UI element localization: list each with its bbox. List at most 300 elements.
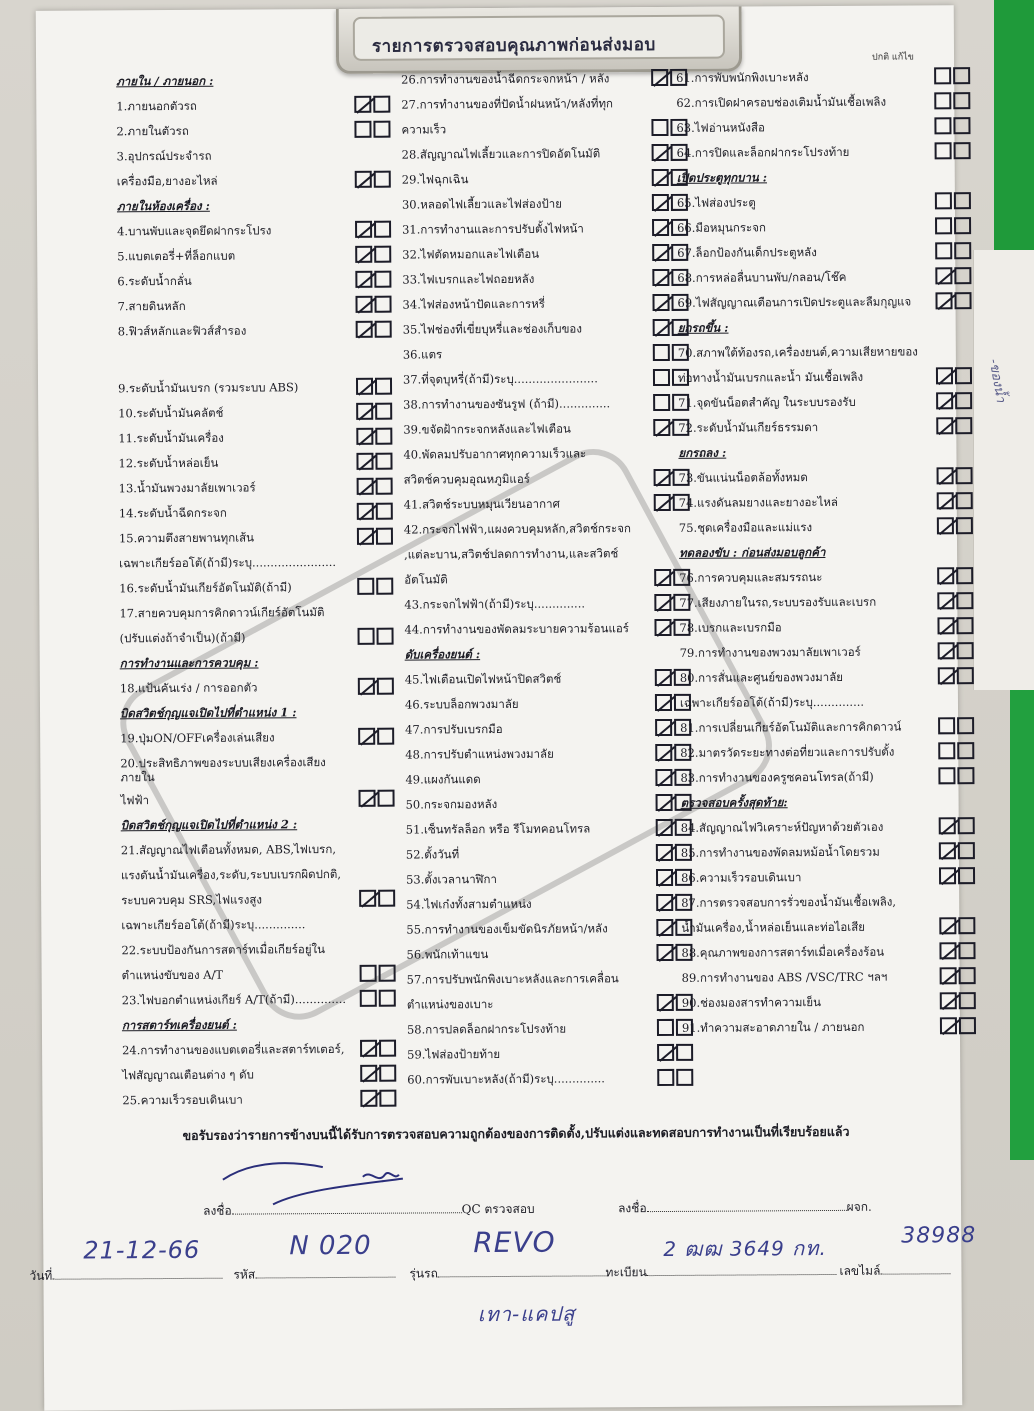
checklist-item-label: อัตโนมัติ bbox=[404, 572, 448, 587]
checklist-item-label: 25.ความเร็วรอบเดินเบา bbox=[122, 1092, 243, 1108]
normal-checkbox[interactable] bbox=[355, 296, 372, 313]
checklist-item bbox=[679, 569, 975, 587]
section-heading-text: บิดสวิตช์กุญแจเปิดไปที่ตำแหน่ง 2 : bbox=[120, 817, 298, 833]
normal-checkbox[interactable] bbox=[934, 92, 951, 109]
checklist-item bbox=[403, 371, 691, 389]
checklist-item bbox=[118, 323, 394, 341]
normal-checkbox[interactable] bbox=[656, 869, 673, 886]
section-heading-text: ภายใน / ภายนอก : bbox=[116, 73, 214, 89]
fix-checkbox[interactable] bbox=[959, 967, 976, 984]
fix-checkbox[interactable] bbox=[373, 121, 390, 138]
checklist-item bbox=[118, 430, 394, 448]
checkbox-pair bbox=[355, 246, 391, 263]
checklist-item-label: 16.ระดับน้ำมันเกียร์อัตโนมัติ(ถ้ามี) bbox=[119, 580, 292, 596]
checkbox-pair bbox=[938, 742, 974, 759]
normal-checkbox[interactable] bbox=[940, 1017, 957, 1034]
normal-checkbox[interactable] bbox=[360, 990, 377, 1007]
normal-checkbox[interactable] bbox=[938, 742, 955, 759]
checklist-item bbox=[403, 421, 691, 439]
mileage-field: เลขไมล์ bbox=[839, 1261, 950, 1281]
checkbox-pair bbox=[937, 567, 973, 584]
fix-checkbox[interactable] bbox=[957, 642, 974, 659]
normal-checkbox[interactable] bbox=[356, 428, 373, 445]
fix-checkbox[interactable] bbox=[373, 96, 390, 113]
fix-checkbox[interactable] bbox=[956, 617, 973, 634]
normal-checkbox[interactable] bbox=[656, 944, 673, 961]
checklist-item-label: เฉพาะเกียร์ออโต้(ถ้ามี)ระบุ.............. bbox=[121, 917, 306, 933]
checkbox-pair bbox=[355, 171, 391, 188]
plate-field: ทะเบียน bbox=[605, 1262, 836, 1282]
checklist-item bbox=[681, 944, 977, 962]
checklist-item-label: 18.แป้นคันเร่ง / การออกตัว bbox=[119, 680, 258, 696]
normal-checkbox[interactable] bbox=[935, 242, 952, 259]
checklist-item-label: 29.ไฟฉุกเฉิน bbox=[401, 172, 469, 187]
normal-checkbox[interactable] bbox=[657, 1069, 674, 1086]
fix-checkbox[interactable] bbox=[956, 567, 973, 584]
checkbox-pair bbox=[937, 592, 973, 609]
checklist-item-label: 28.สัญญาณไฟเลี้ยวและการปิดอัตโนมัติ bbox=[401, 146, 601, 162]
normal-checkbox[interactable] bbox=[356, 403, 373, 420]
fix-checkbox[interactable] bbox=[958, 867, 975, 884]
normal-checkbox[interactable] bbox=[934, 67, 951, 84]
checkbox-pair bbox=[360, 1065, 396, 1082]
fix-checkbox[interactable] bbox=[374, 246, 391, 263]
checklist-item-label: 44.การทำงานของพัดลมระบายความร้อนแอร์ bbox=[404, 621, 629, 637]
checklist-item bbox=[122, 1042, 398, 1060]
normal-checkbox[interactable] bbox=[939, 867, 956, 884]
normal-checkbox[interactable] bbox=[653, 394, 670, 411]
checklist-item bbox=[682, 1019, 978, 1037]
normal-checkbox[interactable] bbox=[935, 217, 952, 234]
checklist-item-label: 85.การทำงานของพัดลมหม้อน้ำโดยรวม bbox=[680, 844, 880, 860]
section-heading-text: การสตาร์ทเครื่องยนต์ : bbox=[121, 1017, 237, 1033]
checklist-item-label: ,แต่ละบาน,สวิตช์ปลดการทำงาน,และสวิตช์ bbox=[404, 546, 619, 562]
checklist-item-label: 34.ไฟส่องหน้าปัดและการหรี่ bbox=[402, 296, 545, 312]
side-handwritten-note: -ของน้ำ bbox=[986, 357, 1009, 404]
checklist-item bbox=[677, 244, 973, 262]
normal-checkbox[interactable] bbox=[940, 992, 957, 1009]
checklist-item-label: เฉพาะเกียร์ออโต้(ถ้ามี)ระบุ....................... bbox=[119, 554, 337, 571]
fix-checkbox[interactable] bbox=[953, 67, 970, 84]
mileage-value: 38988 bbox=[901, 1223, 977, 1249]
normal-checkbox[interactable] bbox=[357, 503, 374, 520]
section-heading-text: ยกรถขึ้น : bbox=[677, 320, 729, 335]
checklist-item-label: 74.แรงดันลมยางและยางอะไหล่ bbox=[678, 494, 838, 510]
checklist-item-label: 86.ความเร็วรอบเดินเบา bbox=[680, 870, 802, 885]
fix-checkbox[interactable] bbox=[379, 990, 396, 1007]
fix-checkbox[interactable] bbox=[959, 992, 976, 1009]
checkbox-pair bbox=[937, 617, 973, 634]
normal-checkbox[interactable] bbox=[939, 842, 956, 859]
checklist-item-label: 32.ไฟตัดหมอกและไฟเตือน bbox=[402, 246, 540, 262]
fix-checkbox[interactable] bbox=[956, 467, 973, 484]
checklist-item bbox=[679, 469, 975, 487]
section-heading-text: ทดลองขับ : ก่อนส่งมอบลูกค้า bbox=[679, 545, 826, 560]
checklist-item-label: 10.ระดับน้ำมันคลัตช์ bbox=[118, 405, 224, 421]
fix-checkbox[interactable] bbox=[954, 217, 971, 234]
checklist-item bbox=[407, 1071, 695, 1089]
normal-checkbox[interactable] bbox=[354, 96, 371, 113]
fix-checkbox[interactable] bbox=[375, 428, 392, 445]
model-field: รุ่นรถ bbox=[409, 1263, 607, 1283]
fix-checkbox[interactable] bbox=[958, 942, 975, 959]
checklist-item-label: ไฟสัญญาณเตือนต่าง ๆ ดับ bbox=[122, 1067, 254, 1083]
checklist-item-label: 54.ไฟเก๋งทั้งสามตำแหน่ง bbox=[406, 896, 532, 912]
checklist-item bbox=[119, 505, 395, 523]
normal-checkbox[interactable] bbox=[653, 419, 670, 436]
checkbox-pair bbox=[355, 271, 391, 288]
checklist-item-label: 76.การควบคุมและสมรรถนะ bbox=[679, 570, 823, 585]
checklist-item-label: 6.ระดับน้ำกลั่น bbox=[117, 273, 192, 289]
normal-checkbox[interactable] bbox=[653, 344, 670, 361]
checklist-item-label: 90.ช่องมองสารทำความเย็น bbox=[681, 995, 821, 1010]
normal-checkbox[interactable] bbox=[939, 917, 956, 934]
fix-checkbox[interactable] bbox=[954, 192, 971, 209]
green-folder-edge-lower bbox=[1010, 680, 1034, 1160]
fix-checkbox[interactable] bbox=[957, 742, 974, 759]
normal-checkbox[interactable] bbox=[654, 494, 671, 511]
checklist-item-label: 39.ขจัดฝ้ากระจกหลังและไฟเตือน bbox=[403, 421, 571, 437]
fix-checkbox[interactable] bbox=[953, 117, 970, 134]
fix-checkbox[interactable] bbox=[955, 392, 972, 409]
checklist-item bbox=[678, 419, 974, 437]
fix-checkbox[interactable] bbox=[954, 142, 971, 159]
fix-checkbox[interactable] bbox=[954, 267, 971, 284]
section-heading-text: บิดสวิตช์กุญแจเปิดไปที่ตำแหน่ง 1 : bbox=[119, 705, 297, 721]
checkbox-pair bbox=[935, 192, 971, 209]
checkbox-pair bbox=[938, 767, 974, 784]
checklist-item-label: 66.มือหมุนกระจก bbox=[677, 220, 766, 235]
fix-checkbox[interactable] bbox=[955, 367, 972, 384]
checklist-item bbox=[676, 119, 972, 137]
checklist-item-label: เครื่องมือ,ยางอะไหล่ bbox=[116, 173, 218, 189]
checklist-item-label: 38.การทำงานของซันรูฟ (ถ้ามี).............. bbox=[403, 396, 611, 412]
normal-checkbox[interactable] bbox=[935, 192, 952, 209]
checklist-item bbox=[122, 1067, 398, 1085]
checklist-item-label: 67.ล็อกป้องกันเด็กประตูหลัง bbox=[677, 245, 817, 260]
checkbox-pair bbox=[356, 378, 392, 395]
checklist-item bbox=[402, 296, 690, 314]
checklist-item-label: 69.ไฟสัญญาณเตือนการเปิดประตูและลืมกุญแจ bbox=[677, 294, 912, 310]
checklist-item-label: 79.การทำงานของพวงมาลัยเพาเวอร์ bbox=[679, 644, 861, 660]
fix-checkbox[interactable] bbox=[958, 842, 975, 859]
checklist-item-label: 65.ไฟส่องประตู bbox=[676, 195, 756, 210]
normal-checkbox[interactable] bbox=[653, 319, 670, 336]
fix-checkbox[interactable] bbox=[375, 403, 392, 420]
checklist-item-label: ระบบควบคุม SRS,ไฟแรงสูง bbox=[121, 892, 262, 908]
normal-checkbox[interactable] bbox=[652, 169, 669, 186]
checklist-item bbox=[403, 346, 691, 364]
checklist-item-label: 7.สายดินหลัก bbox=[117, 298, 186, 314]
checklist-item-label: 21.สัญญาณไฟเตือนทั้งหมด, ABS,ไฟเบรก, bbox=[120, 841, 336, 858]
checklist-item bbox=[116, 123, 392, 141]
checklist-item-label: 58.การปลดล็อกฝากระโปรงท้าย bbox=[406, 1021, 567, 1037]
checklist-item bbox=[117, 148, 393, 166]
checklist-item-label: 88.คุณภาพของการสตาร์ทเมื่อเครื่องร้อน bbox=[681, 944, 885, 960]
normal-checkbox[interactable] bbox=[652, 294, 669, 311]
checklist-item-label: 3.อุปกรณ์ประจำรถ bbox=[116, 148, 212, 164]
checklist-item-label: ตำแหน่งขับของ A/T bbox=[121, 967, 224, 983]
checklist-item bbox=[401, 121, 689, 139]
checklist-item-label: 27.การทำงานของที่ปัดน้ำฝนหน้า/หลังที่ทุก bbox=[401, 96, 614, 112]
checklist-item-label: ท่อทางน้ำมันเบรกและน้ำ มันเชื้อเพลิง bbox=[677, 369, 864, 385]
fix-checkbox[interactable] bbox=[957, 767, 974, 784]
fix-checkbox[interactable] bbox=[374, 171, 391, 188]
fix-checkbox[interactable] bbox=[957, 717, 974, 734]
normal-checkbox[interactable] bbox=[939, 817, 956, 834]
normal-checkbox[interactable] bbox=[937, 492, 954, 509]
normal-checkbox[interactable] bbox=[656, 894, 673, 911]
normal-checkbox[interactable] bbox=[937, 617, 954, 634]
checkbox-pair bbox=[938, 642, 974, 659]
checklist-item-label: 42.กระจกไฟฟ้า,แผงควบคุมหลัก,สวิตช์กระจก bbox=[403, 521, 631, 537]
code-field: รหัส bbox=[233, 1265, 395, 1285]
checklist-item-label: 80.การสั่นและศูนย์ของพวงมาลัย bbox=[679, 669, 844, 685]
checklist-item-label: 31.การทำงานและการปรับตั้งไฟหน้า bbox=[402, 221, 584, 237]
normal-checkbox[interactable] bbox=[651, 69, 668, 86]
normal-checkbox[interactable] bbox=[654, 469, 671, 486]
normal-checkbox[interactable] bbox=[937, 467, 954, 484]
checklist-item-label: น้ำมันเครื่อง,น้ำหล่อเย็นและท่อไอเสีย bbox=[681, 919, 866, 935]
normal-checkbox[interactable] bbox=[356, 453, 373, 470]
checkbox-pair bbox=[939, 942, 975, 959]
checklist-item-label: 83.การทำงานของครูซคอนโทรล(ถ้ามี) bbox=[680, 769, 874, 785]
fix-checkbox[interactable] bbox=[375, 321, 392, 338]
fix-checkbox[interactable] bbox=[955, 417, 972, 434]
checklist-item-label: 63.ไฟอ่านหนังสือ bbox=[676, 120, 765, 135]
checklist-item-label: 57.การปรับพนักพิงเบาะหลังและการเคลื่อน bbox=[406, 971, 619, 987]
checklist-item-label: 53.ตั้งเวลานาฬิกา bbox=[406, 872, 497, 887]
checklist-item-label: 64.การปิดและล็อกฝากระโปรงท้าย bbox=[676, 144, 850, 160]
model-value: REVO bbox=[473, 1225, 556, 1260]
checklist-item bbox=[117, 248, 393, 266]
normal-checkbox[interactable] bbox=[356, 378, 373, 395]
checklist-item-label: 2.ภายในตัวรถ bbox=[116, 123, 189, 139]
normal-checkbox[interactable] bbox=[357, 478, 374, 495]
normal-checkbox[interactable] bbox=[936, 367, 953, 384]
checkbox-pair bbox=[937, 492, 973, 509]
normal-checkbox[interactable] bbox=[652, 269, 669, 286]
checklist-item bbox=[402, 246, 690, 264]
section-heading bbox=[116, 73, 392, 91]
checkbox-pair bbox=[360, 990, 396, 1007]
checklist-item-label: 60.การพับเบาะหลัง(ถ้ามี)ระบุ.............. bbox=[407, 1071, 605, 1087]
fix-checkbox[interactable] bbox=[379, 1090, 396, 1107]
checkbox-pair bbox=[940, 1017, 976, 1034]
normal-checkbox[interactable] bbox=[939, 942, 956, 959]
checkbox-pair bbox=[936, 417, 972, 434]
normal-checkbox[interactable] bbox=[360, 1065, 377, 1082]
section-heading-text: ภายในห้องเครื่อง : bbox=[116, 198, 210, 214]
checklist-item bbox=[677, 294, 973, 312]
checklist-item-label: 78.เบรกและเบรกมือ bbox=[679, 620, 782, 635]
checklist-item bbox=[681, 819, 977, 837]
normal-checkbox[interactable] bbox=[936, 392, 953, 409]
checklist-item-label: 73.ขันแน่นน็อตล้อทั้งหมด bbox=[678, 470, 808, 485]
checklist-item-label: 55.การทำงานของเข็มขัดนิรภัยหน้า/หลัง bbox=[406, 921, 608, 937]
fix-checkbox[interactable] bbox=[375, 453, 392, 470]
normal-checkbox[interactable] bbox=[934, 117, 951, 134]
fix-checkbox[interactable] bbox=[676, 1044, 693, 1061]
checklist-item-label: 68.การหล่อลื่นบานพับ/กลอน/โช๊ค bbox=[677, 269, 847, 285]
checklist-item-label: 71.จุดขันน็อตสำคัญ ในระบบรองรับ bbox=[678, 394, 856, 410]
checklist-item-label: 1.ภายนอกตัวรถ bbox=[116, 98, 197, 114]
fix-checkbox[interactable] bbox=[374, 271, 391, 288]
normal-checkbox[interactable] bbox=[360, 1040, 377, 1057]
fix-checkbox[interactable] bbox=[375, 378, 392, 395]
fix-checkbox[interactable] bbox=[958, 817, 975, 834]
checkbox-pair bbox=[939, 842, 975, 859]
checkbox-pair bbox=[354, 96, 390, 113]
checklist-item bbox=[117, 298, 393, 316]
normal-checkbox[interactable] bbox=[937, 517, 954, 534]
checklist-item-label: 33.ไฟเบรกและไฟถอยหลัง bbox=[402, 271, 535, 287]
normal-checkbox[interactable] bbox=[940, 967, 957, 984]
section-heading-text: การทำงานและการควบคุม : bbox=[119, 655, 259, 671]
fix-checkbox[interactable] bbox=[953, 92, 970, 109]
checklist-item-label: 91.ทำความสะอาดภายใน / ภายนอก bbox=[681, 1019, 865, 1035]
fix-checkbox[interactable] bbox=[956, 492, 973, 509]
section-heading bbox=[122, 1017, 398, 1035]
fix-checkbox[interactable] bbox=[954, 242, 971, 259]
checkbox-pair bbox=[935, 142, 971, 159]
checkbox-pair bbox=[939, 917, 975, 934]
checklist-item-label: 51.เซ็นทรัลล็อก หรือ รีโมทคอนโทรล bbox=[405, 821, 591, 837]
normal-checkbox[interactable] bbox=[938, 667, 955, 684]
checkbox-pair bbox=[937, 467, 973, 484]
checklist-item-label: 50.กระจกมองหลัง bbox=[405, 797, 498, 812]
checklist-item-label: 23.ไฟบอกตำแหน่งเกียร์ A/T(ถ้ามี).............. bbox=[121, 991, 347, 1008]
fix-checkbox[interactable] bbox=[676, 1069, 693, 1086]
section-heading-text: เปิดประตูทุกบาน : bbox=[676, 170, 768, 185]
normal-checkbox[interactable] bbox=[656, 844, 673, 861]
checklist-item-label: 81.การเปลี่ยนเกียร์อัตโนมัติและการคิกดาวน์ bbox=[680, 719, 902, 735]
normal-checkbox[interactable] bbox=[935, 292, 952, 309]
checklist-item-label: 49.แผงกันแดด bbox=[405, 772, 481, 787]
normal-checkbox[interactable] bbox=[354, 121, 371, 138]
certification-statement: ขอรับรองว่ารายการข้างบนนี้ได้รับการตรวจสอบความถูกต้องของการติดตั้ง,ปรับแต่งและทดสอบการทำงานเป็นที่เรียบร้อยแล้ว bbox=[182, 1123, 850, 1143]
checklist-item bbox=[677, 194, 973, 212]
normal-checkbox[interactable] bbox=[355, 246, 372, 263]
normal-checkbox[interactable] bbox=[937, 592, 954, 609]
normal-checkbox[interactable] bbox=[355, 271, 372, 288]
normal-checkbox[interactable] bbox=[356, 321, 373, 338]
checkbox-pair bbox=[935, 217, 971, 234]
fix-checkbox[interactable] bbox=[374, 221, 391, 238]
checklist-item-label: 11.ระดับน้ำมันเครื่อง bbox=[118, 430, 224, 446]
normal-checkbox[interactable] bbox=[657, 1019, 674, 1036]
fix-checkbox[interactable] bbox=[954, 292, 971, 309]
checkbox-pair bbox=[657, 1044, 693, 1061]
checkbox-pair bbox=[935, 267, 971, 284]
checklist-item bbox=[403, 321, 691, 339]
checklist-item bbox=[119, 555, 395, 573]
checkbox-pair bbox=[354, 121, 390, 138]
checklist-item-label: 17.สายควบคุมการคิกดาวน์เกียร์อัตโนมัติ bbox=[119, 605, 325, 621]
checkbox-pair bbox=[360, 1090, 396, 1107]
normal-checkbox[interactable] bbox=[652, 194, 669, 211]
checkbox-pair bbox=[939, 867, 975, 884]
fix-checkbox[interactable] bbox=[376, 528, 393, 545]
checklist-item-label: 37.ที่จุดบุหรี่(ถ้ามี)ระบุ....................... bbox=[402, 371, 598, 387]
normal-checkbox[interactable] bbox=[652, 219, 669, 236]
checklist-item bbox=[678, 344, 974, 362]
fix-checkbox[interactable] bbox=[957, 667, 974, 684]
fix-checkbox[interactable] bbox=[376, 503, 393, 520]
checklist-item bbox=[403, 446, 691, 464]
side-sheet bbox=[973, 250, 1034, 690]
checklist-column-3 bbox=[676, 69, 978, 1046]
normal-checkbox[interactable] bbox=[355, 171, 372, 188]
section-heading bbox=[678, 319, 974, 337]
checklist-item bbox=[402, 146, 690, 164]
normal-checkbox[interactable] bbox=[938, 767, 955, 784]
normal-checkbox[interactable] bbox=[935, 267, 952, 284]
normal-checkbox[interactable] bbox=[652, 244, 669, 261]
checklist-item bbox=[682, 969, 978, 987]
checklist-item-label: ความเร็ว bbox=[401, 122, 447, 137]
normal-checkbox[interactable] bbox=[656, 919, 673, 936]
checklist-item bbox=[118, 380, 394, 398]
normal-checkbox[interactable] bbox=[657, 994, 674, 1011]
checklist-item bbox=[403, 396, 691, 414]
checklist-item bbox=[402, 196, 690, 214]
normal-checkbox[interactable] bbox=[935, 142, 952, 159]
fix-checkbox[interactable] bbox=[379, 1040, 396, 1057]
checkbox-pair bbox=[934, 117, 970, 134]
checklist-item bbox=[117, 273, 393, 291]
checklist-item bbox=[677, 219, 973, 237]
checkbox-pair bbox=[935, 242, 971, 259]
section-heading bbox=[679, 544, 975, 562]
checkbox-pair bbox=[356, 321, 392, 338]
normal-checkbox[interactable] bbox=[652, 144, 669, 161]
checklist-item-label: 87.การตรวจสอบการรั่วของน้ำมันเชื้อเพลิง, bbox=[681, 894, 897, 910]
date-value: 21-12-66 bbox=[83, 1235, 201, 1265]
checkbox-pair bbox=[934, 67, 970, 84]
normal-checkbox[interactable] bbox=[357, 528, 374, 545]
normal-checkbox[interactable] bbox=[938, 642, 955, 659]
section-heading-text: ยกรถลง : bbox=[678, 445, 727, 460]
normal-checkbox[interactable] bbox=[651, 119, 668, 136]
normal-checkbox[interactable] bbox=[657, 1044, 674, 1061]
checkbox-pair bbox=[940, 992, 976, 1009]
normal-checkbox[interactable] bbox=[938, 717, 955, 734]
fix-checkbox[interactable] bbox=[376, 478, 393, 495]
fix-checkbox[interactable] bbox=[956, 517, 973, 534]
checklist-item-label: 5.แบตเตอรี่+ที่ล็อกแบต bbox=[117, 248, 236, 264]
green-folder-edge bbox=[994, 0, 1034, 260]
fix-checkbox[interactable] bbox=[958, 917, 975, 934]
fix-checkbox[interactable] bbox=[374, 296, 391, 313]
checklist-item-label: 62.การเปิดฝาครอบช่องเติมน้ำมันเชื้อเพลิง bbox=[676, 94, 887, 110]
normal-checkbox[interactable] bbox=[936, 417, 953, 434]
normal-checkbox[interactable] bbox=[360, 1090, 377, 1107]
checklist-item-label: 9.ระดับน้ำมันเบรก (รวมระบบ ABS) bbox=[117, 380, 299, 396]
normal-checkbox[interactable] bbox=[355, 221, 372, 238]
fix-checkbox[interactable] bbox=[959, 1017, 976, 1034]
normal-checkbox[interactable] bbox=[937, 567, 954, 584]
fix-checkbox[interactable] bbox=[379, 1065, 396, 1082]
checklist-item bbox=[676, 69, 972, 87]
fix-checkbox[interactable] bbox=[956, 592, 973, 609]
checklist-item bbox=[122, 1092, 398, 1110]
checklist-item-label: 84.สัญญาณไฟวิเคราะห์ปัญหาด้วยตัวเอง bbox=[680, 819, 884, 835]
normal-checkbox[interactable] bbox=[653, 369, 670, 386]
checklist-item bbox=[681, 844, 977, 862]
checklist-item-label: 72.ระดับน้ำมันเกียร์ธรรมดา bbox=[678, 420, 819, 435]
checklist-item bbox=[682, 994, 978, 1012]
